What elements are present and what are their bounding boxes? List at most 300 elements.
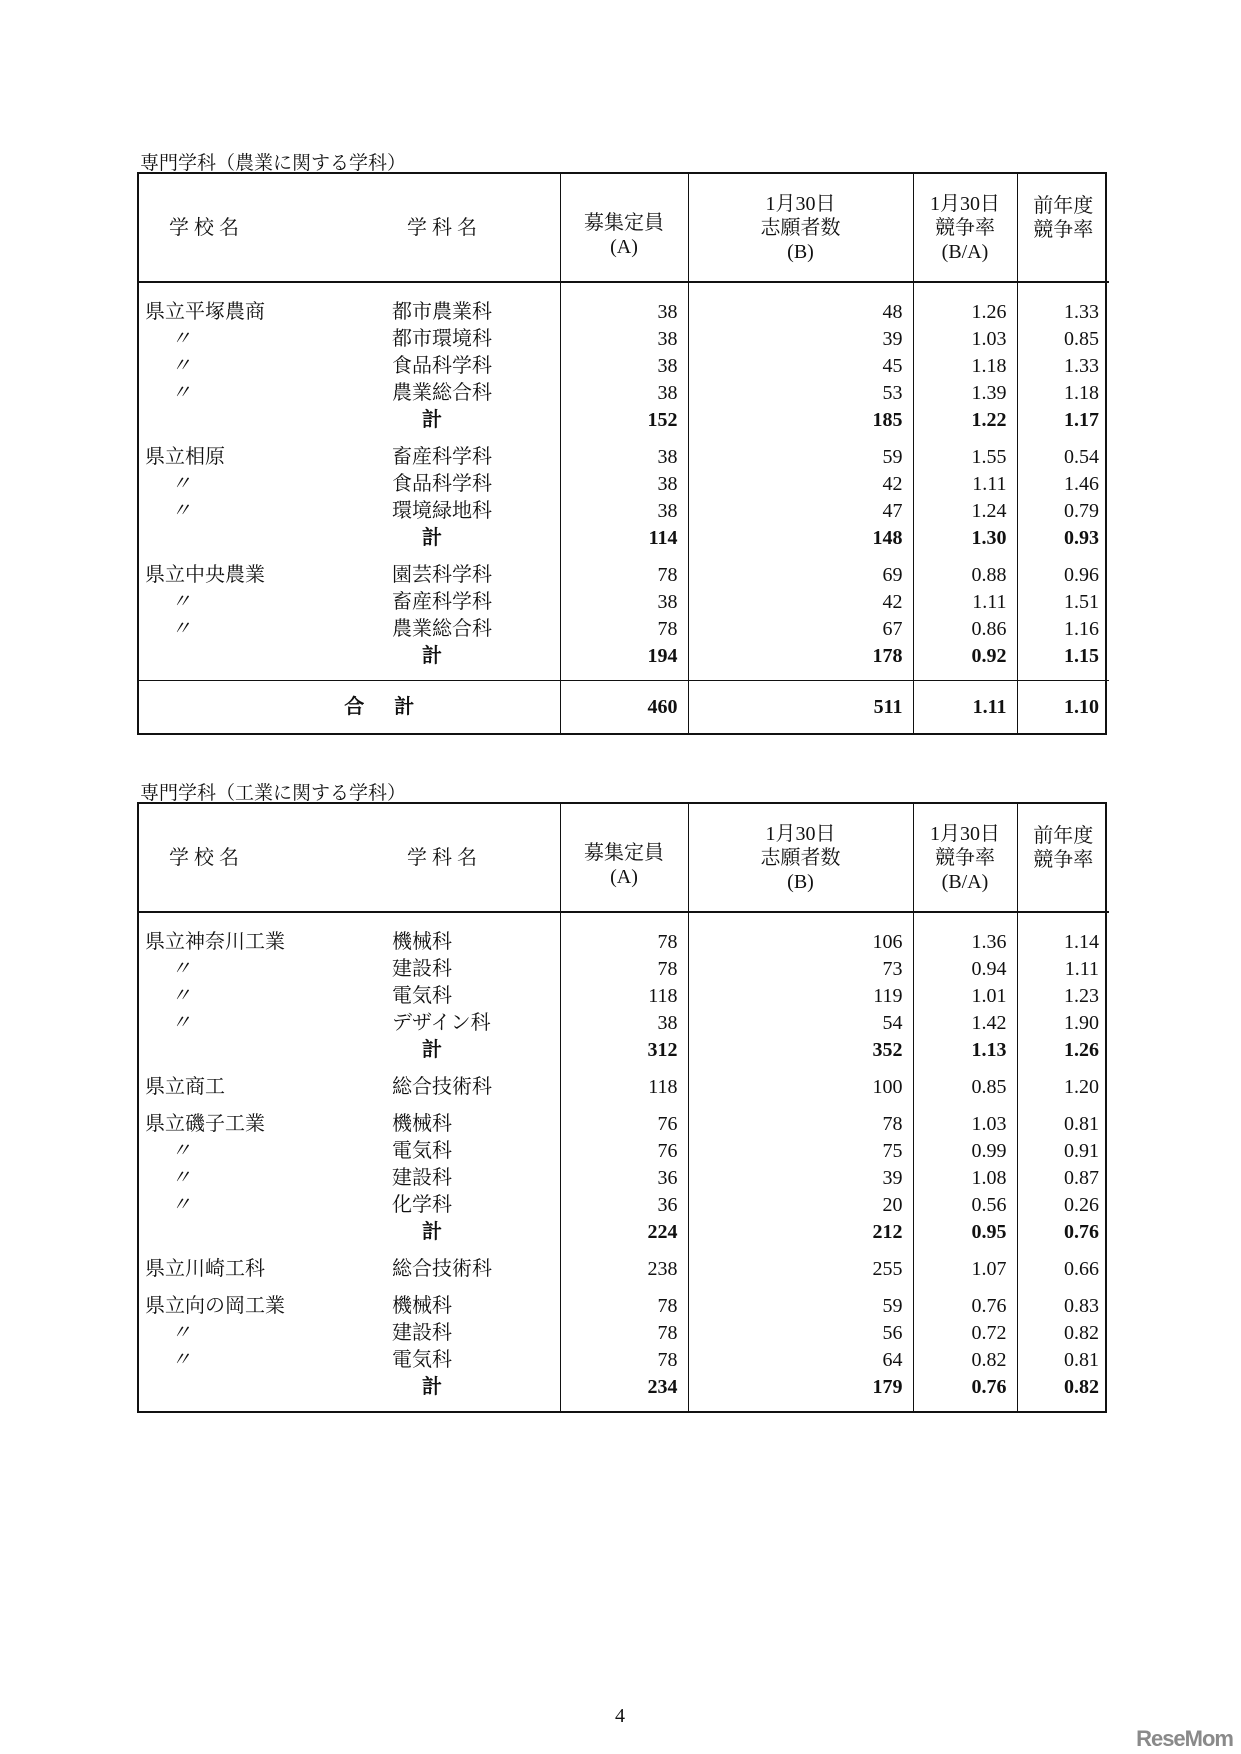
prev-ratio: 0.85 (1017, 326, 1109, 353)
ratio: 0.99 (913, 1138, 1017, 1165)
capacity: 38 (560, 380, 688, 407)
header-line: 競争率 (1033, 848, 1094, 871)
spacer-cell (913, 1101, 1017, 1111)
ratio: 1.03 (913, 326, 1017, 353)
spacer-cell (139, 434, 392, 444)
spacer-cell (913, 434, 1017, 444)
prev-ratio: 0.81 (1017, 1111, 1109, 1138)
ratio: 0.85 (913, 1074, 1017, 1101)
spacer-cell (139, 552, 392, 562)
table-row (139, 562, 1109, 589)
header-line: 志願者数 (760, 846, 841, 869)
ratio: 1.03 (913, 1111, 1017, 1138)
spacer-cell (1017, 670, 1109, 681)
ratio: 1.11 (913, 589, 1017, 616)
table-row (139, 326, 1109, 353)
prev-ratio: 1.33 (1017, 353, 1109, 380)
spacer-cell (139, 1283, 392, 1293)
spacer-row (139, 434, 1109, 444)
ratio: 0.94 (913, 956, 1017, 983)
subtotal-ratio: 0.95 (913, 1219, 1017, 1246)
capacity: 36 (560, 1192, 688, 1219)
spacer-cell (1017, 912, 1109, 929)
table-row (139, 929, 1109, 956)
spacer-row (139, 282, 1109, 299)
subtotal-row (139, 407, 1109, 434)
ratio: 1.55 (913, 444, 1017, 471)
subtotal-spacer (139, 1219, 392, 1246)
prev-ratio: 1.51 (1017, 589, 1109, 616)
header-line: (B) (787, 240, 814, 263)
applicants: 42 (688, 471, 913, 498)
spacer-cell (392, 552, 560, 562)
section-title-agriculture: 専門学科（農業に関する学科） (140, 153, 407, 174)
prev-ratio: 1.14 (1017, 929, 1109, 956)
school-name: 〃 (171, 473, 191, 495)
page-number: 4 (615, 1705, 625, 1727)
spacer-cell (688, 552, 913, 562)
table-row (139, 616, 1109, 643)
department-name: 農業総合科 (392, 618, 492, 640)
table-row (139, 956, 1109, 983)
applicants: 64 (688, 1347, 913, 1374)
data-table (139, 174, 1109, 733)
prev-ratio: 0.87 (1017, 1165, 1109, 1192)
header-line: 競争率 (935, 846, 995, 869)
department-name: 環境緑地科 (392, 500, 492, 522)
applicants: 73 (688, 956, 913, 983)
capacity: 78 (560, 956, 688, 983)
subtotal-applicants: 352 (688, 1037, 913, 1064)
ratio: 1.39 (913, 380, 1017, 407)
subtotal-prev-ratio: 1.17 (1017, 407, 1109, 434)
prev-ratio: 1.16 (1017, 616, 1109, 643)
section-title-industry: 専門学科（工業に関する学科） (140, 783, 407, 804)
table-row (139, 1111, 1109, 1138)
subtotal-ratio: 0.76 (913, 1374, 1017, 1401)
header-line: 競争率 (935, 216, 995, 239)
ratio: 0.88 (913, 562, 1017, 589)
header-line: 1月30日 (930, 192, 1000, 215)
total-row (139, 681, 1109, 734)
header-row (139, 174, 1109, 282)
table-row (139, 589, 1109, 616)
spacer-row (139, 552, 1109, 562)
prev-ratio: 0.54 (1017, 444, 1109, 471)
department-name: 建設科 (392, 1167, 452, 1189)
prev-ratio: 1.46 (1017, 471, 1109, 498)
header-prev-ratio (1017, 174, 1109, 282)
ratio: 1.24 (913, 498, 1017, 525)
header-dept: 学 科 名 (392, 174, 560, 282)
spacer-cell (139, 1246, 392, 1256)
spacer-cell (560, 1401, 688, 1411)
spacer-cell (560, 552, 688, 562)
spacer-cell (392, 1283, 560, 1293)
spacer-cell (913, 282, 1017, 299)
department-name: 畜産科学科 (392, 591, 492, 613)
spacer-cell (139, 1101, 392, 1111)
subtotal-row (139, 643, 1109, 670)
spacer-cell (560, 1283, 688, 1293)
school-name: 〃 (171, 1012, 191, 1034)
header-line: (A) (610, 235, 638, 258)
table-row (139, 498, 1109, 525)
capacity: 78 (560, 1293, 688, 1320)
table-row (139, 983, 1109, 1010)
prev-ratio: 0.26 (1017, 1192, 1109, 1219)
department-name: 総合技術科 (392, 1076, 492, 1098)
table-row (139, 1010, 1109, 1037)
spacer-cell (1017, 1283, 1109, 1293)
industry-table (137, 802, 1107, 1413)
prev-ratio: 0.81 (1017, 1347, 1109, 1374)
subtotal-prev-ratio: 0.82 (1017, 1374, 1109, 1401)
prev-ratio: 0.66 (1017, 1256, 1109, 1283)
capacity: 38 (560, 589, 688, 616)
table-row (139, 1347, 1109, 1374)
subtotal-prev-ratio: 1.15 (1017, 643, 1109, 670)
spacer-cell (1017, 1101, 1109, 1111)
spacer-cell (688, 282, 913, 299)
subtotal-capacity: 114 (560, 525, 688, 552)
subtotal-applicants: 178 (688, 643, 913, 670)
subtotal-ratio: 1.22 (913, 407, 1017, 434)
spacer-cell (688, 1064, 913, 1074)
header-dept: 学 科 名 (392, 804, 560, 912)
subtotal-capacity: 312 (560, 1037, 688, 1064)
ratio: 1.36 (913, 929, 1017, 956)
subtotal-spacer (139, 407, 392, 434)
header-line: 前年度 (1033, 824, 1094, 847)
capacity: 76 (560, 1111, 688, 1138)
ratio: 1.11 (913, 471, 1017, 498)
subtotal-applicants: 148 (688, 525, 913, 552)
applicants: 67 (688, 616, 913, 643)
department-name: 食品科学科 (392, 355, 492, 377)
applicants: 59 (688, 1293, 913, 1320)
capacity: 118 (560, 1074, 688, 1101)
ratio: 0.86 (913, 616, 1017, 643)
ratio: 0.82 (913, 1347, 1017, 1374)
spacer-cell (392, 1246, 560, 1256)
table-row (139, 353, 1109, 380)
header-line: (A) (610, 865, 638, 888)
spacer-cell (688, 434, 913, 444)
subtotal-row (139, 1374, 1109, 1401)
capacity: 38 (560, 444, 688, 471)
prev-ratio: 1.20 (1017, 1074, 1109, 1101)
subtotal-label: 計 (422, 527, 442, 549)
school-name: 〃 (171, 985, 191, 1007)
capacity: 76 (560, 1138, 688, 1165)
applicants: 45 (688, 353, 913, 380)
prev-ratio: 1.11 (1017, 956, 1109, 983)
spacer-cell (913, 912, 1017, 929)
subtotal-applicants: 185 (688, 407, 913, 434)
header-line: 1月30日 (930, 822, 1000, 845)
department-name: 都市環境科 (392, 328, 492, 350)
ratio: 0.76 (913, 1293, 1017, 1320)
school-name: 〃 (171, 1349, 191, 1371)
header-prev-ratio (1017, 804, 1109, 912)
department-name: 都市農業科 (392, 301, 492, 323)
prev-ratio: 0.91 (1017, 1138, 1109, 1165)
header-ratio (913, 804, 1017, 912)
ratio: 1.08 (913, 1165, 1017, 1192)
data-table (139, 804, 1109, 1411)
school-name: 〃 (171, 1140, 191, 1162)
spacer-cell (560, 912, 688, 929)
table-row (139, 444, 1109, 471)
subtotal-spacer (139, 525, 392, 552)
subtotal-prev-ratio: 1.26 (1017, 1037, 1109, 1064)
subtotal-capacity: 224 (560, 1219, 688, 1246)
spacer-cell (139, 1401, 392, 1411)
spacer-cell (560, 1246, 688, 1256)
spacer-cell (560, 670, 688, 681)
school-name: 〃 (171, 382, 191, 404)
header-line: (B/A) (941, 240, 989, 263)
spacer-cell (139, 282, 392, 299)
subtotal-row (139, 1037, 1109, 1064)
subtotal-label: 計 (422, 1039, 442, 1061)
applicants: 53 (688, 380, 913, 407)
table-row (139, 1138, 1109, 1165)
spacer-cell (392, 282, 560, 299)
ratio: 1.42 (913, 1010, 1017, 1037)
department-name: 園芸科学科 (392, 564, 492, 586)
header-school: 学 校 名 (139, 804, 392, 912)
applicants: 39 (688, 1165, 913, 1192)
subtotal-prev-ratio: 0.93 (1017, 525, 1109, 552)
school-name: 県立商工 (145, 1076, 225, 1098)
school-name: 〃 (171, 1194, 191, 1216)
applicants: 42 (688, 589, 913, 616)
spacer-cell (1017, 552, 1109, 562)
total-ratio: 1.11 (913, 681, 1017, 734)
spacer-cell (560, 282, 688, 299)
department-name: 建設科 (392, 1322, 452, 1344)
prev-ratio: 1.33 (1017, 299, 1109, 326)
prev-ratio: 0.82 (1017, 1320, 1109, 1347)
applicants: 100 (688, 1074, 913, 1101)
ratio: 1.07 (913, 1256, 1017, 1283)
capacity: 38 (560, 471, 688, 498)
subtotal-label: 計 (422, 409, 442, 431)
header-line: 競争率 (1033, 218, 1094, 241)
spacer-cell (392, 1064, 560, 1074)
school-name: 〃 (171, 355, 191, 377)
school-name: 〃 (171, 328, 191, 350)
header-capacity (560, 804, 688, 912)
capacity: 78 (560, 1320, 688, 1347)
applicants: 39 (688, 326, 913, 353)
applicants: 20 (688, 1192, 913, 1219)
applicants: 56 (688, 1320, 913, 1347)
spacer-cell (913, 552, 1017, 562)
department-name: 機械科 (392, 931, 452, 953)
department-name: 電気科 (392, 1140, 452, 1162)
department-name: 電気科 (392, 1349, 452, 1371)
capacity: 38 (560, 1010, 688, 1037)
table-row (139, 1256, 1109, 1283)
capacity: 38 (560, 326, 688, 353)
applicants: 69 (688, 562, 913, 589)
watermark-logo: ReseMom (1136, 1726, 1233, 1751)
spacer-cell (1017, 282, 1109, 299)
spacer-cell (688, 1283, 913, 1293)
subtotal-applicants: 212 (688, 1219, 913, 1246)
spacer-cell (688, 670, 913, 681)
prev-ratio: 1.23 (1017, 983, 1109, 1010)
subtotal-row (139, 525, 1109, 552)
header-line: (B/A) (941, 870, 989, 893)
spacer-row (139, 1101, 1109, 1111)
spacer-cell (139, 670, 392, 681)
school-name: 県立神奈川工業 (145, 931, 285, 953)
header-capacity (560, 174, 688, 282)
spacer-cell (1017, 1064, 1109, 1074)
spacer-cell (913, 1283, 1017, 1293)
spacer-cell (560, 434, 688, 444)
department-name: 機械科 (392, 1113, 452, 1135)
subtotal-spacer (139, 643, 392, 670)
prev-ratio: 1.90 (1017, 1010, 1109, 1037)
table-row (139, 299, 1109, 326)
spacer-cell (913, 1401, 1017, 1411)
department-name: 建設科 (392, 958, 452, 980)
capacity: 38 (560, 498, 688, 525)
applicants: 54 (688, 1010, 913, 1037)
spacer-cell (139, 912, 392, 929)
spacer-cell (560, 1101, 688, 1111)
spacer-cell (688, 1246, 913, 1256)
subtotal-label: 計 (422, 645, 442, 667)
spacer-cell (1017, 1246, 1109, 1256)
applicants: 59 (688, 444, 913, 471)
table-row (139, 1320, 1109, 1347)
spacer-cell (688, 912, 913, 929)
department-name: 電気科 (392, 985, 452, 1007)
school-name: 〃 (171, 958, 191, 980)
total-prev-ratio: 1.10 (1017, 681, 1109, 734)
table-row (139, 1165, 1109, 1192)
prev-ratio: 0.96 (1017, 562, 1109, 589)
spacer-row (139, 1246, 1109, 1256)
spacer-row (139, 670, 1109, 681)
spacer-cell (392, 670, 560, 681)
ratio: 0.56 (913, 1192, 1017, 1219)
capacity: 78 (560, 929, 688, 956)
school-name: 県立中央農業 (145, 564, 265, 586)
header-line: 募集定員 (584, 211, 664, 234)
school-name: 〃 (171, 591, 191, 613)
ratio: 1.18 (913, 353, 1017, 380)
applicants: 47 (688, 498, 913, 525)
department-name: 農業総合科 (392, 382, 492, 404)
department-name: 食品科学科 (392, 473, 492, 495)
school-name: 県立平塚農商 (145, 301, 265, 323)
total-capacity: 460 (560, 681, 688, 734)
spacer-row (139, 1283, 1109, 1293)
subtotal-row (139, 1219, 1109, 1246)
spacer-cell (560, 1064, 688, 1074)
table-row (139, 1192, 1109, 1219)
prev-ratio: 1.18 (1017, 380, 1109, 407)
header-school: 学 校 名 (139, 174, 392, 282)
applicants: 48 (688, 299, 913, 326)
subtotal-spacer (139, 1037, 392, 1064)
school-name: 〃 (171, 500, 191, 522)
capacity: 78 (560, 1347, 688, 1374)
table-row (139, 380, 1109, 407)
header-applicants (688, 804, 913, 912)
department-name: 畜産科学科 (392, 446, 492, 468)
applicants: 255 (688, 1256, 913, 1283)
department-name: デザイン科 (392, 1012, 491, 1034)
capacity: 78 (560, 616, 688, 643)
subtotal-ratio: 0.92 (913, 643, 1017, 670)
spacer-row (139, 1064, 1109, 1074)
spacer-cell (688, 1401, 913, 1411)
subtotal-label: 計 (422, 1221, 442, 1243)
header-row (139, 804, 1109, 912)
header-line: (B) (787, 870, 814, 893)
ratio: 1.26 (913, 299, 1017, 326)
agriculture-table (137, 172, 1107, 735)
school-name: 〃 (171, 618, 191, 640)
spacer-row (139, 912, 1109, 929)
header-line: 1月30日 (765, 192, 836, 215)
subtotal-ratio: 1.30 (913, 525, 1017, 552)
spacer-cell (139, 1064, 392, 1074)
spacer-cell (913, 670, 1017, 681)
applicants: 106 (688, 929, 913, 956)
subtotal-capacity: 152 (560, 407, 688, 434)
header-line: 志願者数 (760, 216, 841, 239)
school-name: 県立川崎工科 (145, 1258, 265, 1280)
department-name: 総合技術科 (392, 1258, 492, 1280)
header-applicants (688, 174, 913, 282)
subtotal-ratio: 1.13 (913, 1037, 1017, 1064)
applicants: 78 (688, 1111, 913, 1138)
subtotal-prev-ratio: 0.76 (1017, 1219, 1109, 1246)
header-ratio (913, 174, 1017, 282)
capacity: 78 (560, 562, 688, 589)
school-name: 県立相原 (145, 446, 225, 468)
spacer-cell (1017, 434, 1109, 444)
spacer-row (139, 1401, 1109, 1411)
subtotal-capacity: 234 (560, 1374, 688, 1401)
department-name: 化学科 (392, 1194, 452, 1216)
school-name: 県立向の岡工業 (145, 1295, 285, 1317)
capacity: 38 (560, 353, 688, 380)
spacer-cell (688, 1101, 913, 1111)
prev-ratio: 0.79 (1017, 498, 1109, 525)
prev-ratio: 0.83 (1017, 1293, 1109, 1320)
spacer-cell (392, 434, 560, 444)
school-name: 〃 (171, 1322, 191, 1344)
applicants: 119 (688, 983, 913, 1010)
capacity: 36 (560, 1165, 688, 1192)
school-name: 〃 (171, 1167, 191, 1189)
spacer-cell (913, 1246, 1017, 1256)
header-line: 募集定員 (584, 841, 664, 864)
capacity: 238 (560, 1256, 688, 1283)
ratio: 1.01 (913, 983, 1017, 1010)
subtotal-label: 計 (422, 1376, 442, 1398)
